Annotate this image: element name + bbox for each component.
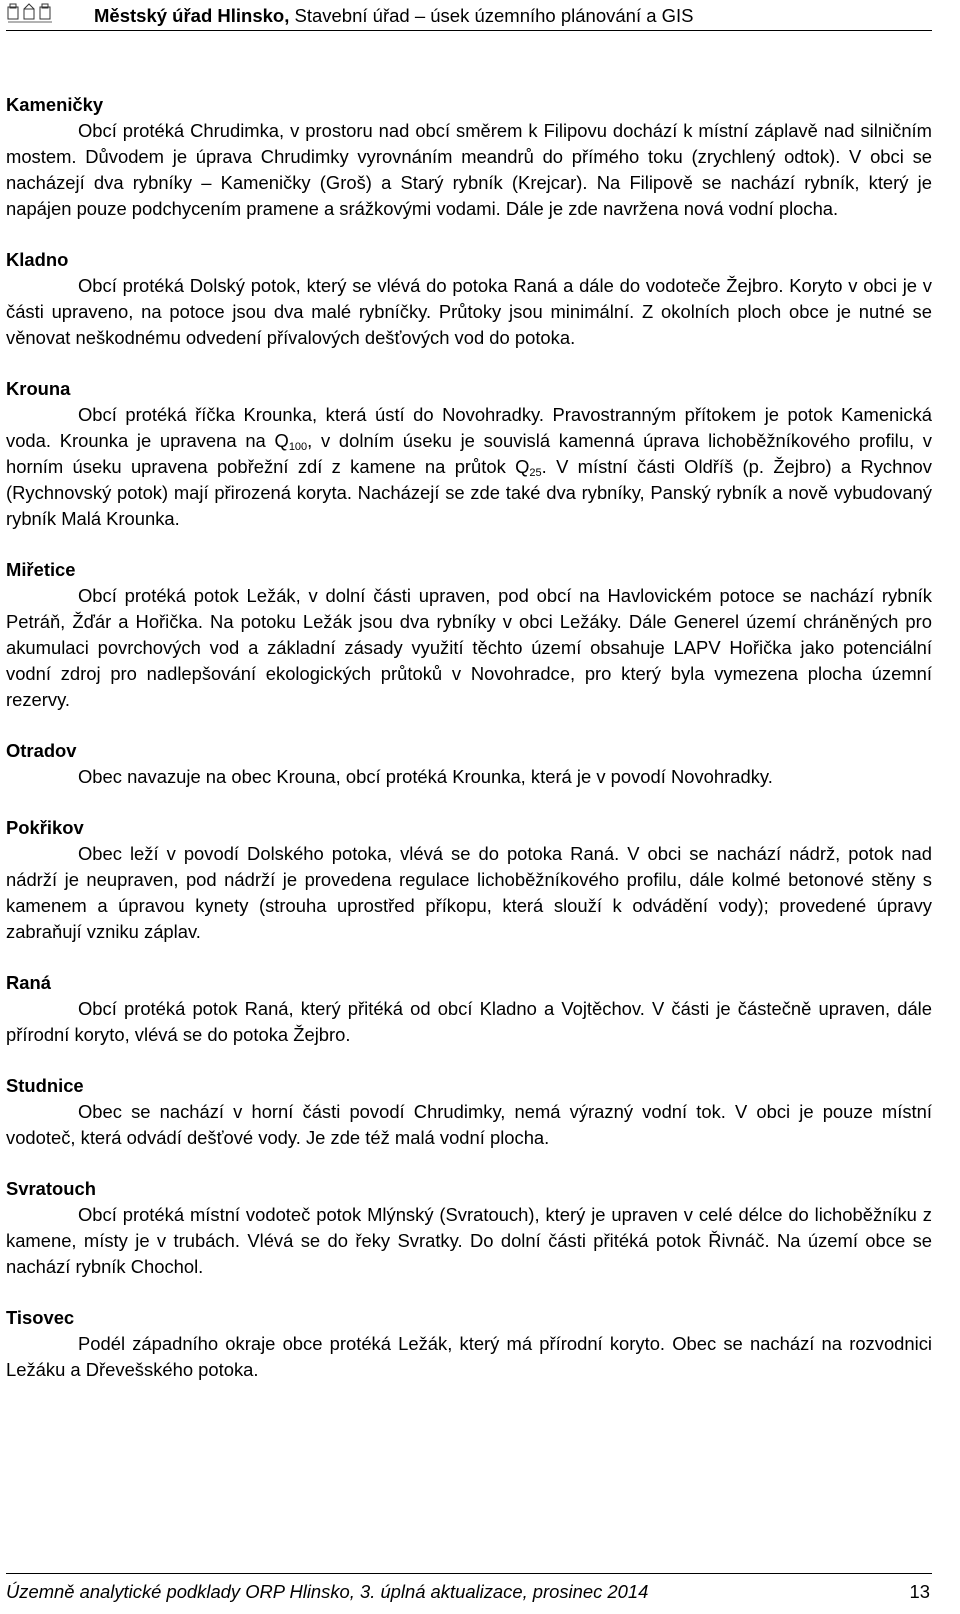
- section-title: Pokřikov: [6, 817, 84, 838]
- section-paragraph: Obcí protéká místní vodoteč potok Mlýnský (Svratouch), který je upraven v celé délce do lichoběžníku z kamene, místy je v trubách. Vlévá se do řeky Svratky. Do dolní části přitéká potok Řivnáč. Na území obce se nachází rybník Chochol.: [6, 1204, 932, 1277]
- page-header: [6, 0, 932, 31]
- section-title: Svratouch: [6, 1178, 96, 1199]
- section-paragraph: Obec navazuje na obec Krouna, obcí protéká Krounka, která je v povodí Novohradky.: [78, 766, 773, 787]
- section-title: Krouna: [6, 378, 71, 399]
- section-miretice: [6, 557, 932, 713]
- section-paragraph: Obcí protéká Dolský potok, který se vlévá do potoka Raná a dále do vodoteče Žejbro. Koryto v obci je v části upraveno, na potoce jsou dva malé rybníčky. Průtoky jsou minimální. Z okolních ploch obce je nutné se věnovat neškodnému odvedení přívalových dešťových vod do potoka.: [6, 275, 932, 348]
- section-studnice: [6, 1073, 932, 1151]
- section-title: Studnice: [6, 1075, 84, 1096]
- section-paragraph: Obec se nachází v horní části povodí Chrudimky, nemá výrazný vodní tok. V obci je pouze místní vodoteč, která odvádí dešťové vody. Je zde též malá vodní plocha.: [6, 1101, 932, 1148]
- section-title: Tisovec: [6, 1307, 75, 1328]
- page-footer: [6, 1573, 932, 1614]
- header-title: [94, 5, 694, 27]
- section-title: Miřetice: [6, 559, 76, 580]
- section-pokrikov: [6, 815, 932, 945]
- paragraph-text: . V místní části Oldříš (p. Žejbro) a Rychnov (Rychnovský potok) mají přirozená koryta. Nacházejí se zde také dva rybníky, Panský rybník a nově vybudovaný rybník Malá Krounka.: [6, 456, 932, 529]
- section-krouna: [6, 376, 932, 532]
- footer-text: Územně analytické podklady ORP Hlinsko, 3. úplná aktualizace, prosinec 2014: [6, 1581, 649, 1602]
- paragraph-text: Obcí protéká říčka Krounka, která ústí do Novohradky. Pravostranným přítokem je potok Kamenická voda. Krounka je upravena na Q: [6, 404, 932, 451]
- section-title: Otradov: [6, 740, 77, 761]
- header-department: Stavební úřad – úsek územního plánování a GIS: [294, 5, 694, 26]
- section-paragraph: Obcí protéká Chrudimka, v prostoru nad obcí směrem k Filipovu dochází k místní záplavě nad silničním mostem. Důvodem je úprava Chrudimky vyrovnáním meandrů do přímého toku (zrychlený odtok). V obci se nacházejí dva rybníky – Kameničky (Groš) a Starý rybník (Krejcar). Na Filipově se nachází rybník, který je napájen pouze podchycením pramene a srážkovými vodami. Dále je zde navržena nová vodní plocha.: [6, 120, 932, 219]
- section-paragraph: Obec leží v povodí Dolského potoka, vlévá se do potoka Raná. V obci se nachází nádrž, potok nad nádrží je neupraven, pod nádrží je provedena regulace lichoběžníkového profilu, dále kolmé betonové stěny s kamenem a úpravou kynety (strouha uprostřed příkopu, která slouží k odvádění vody); provedené úpravy zabraňují vzniku záplav.: [6, 843, 932, 942]
- section-tisovec: [6, 1305, 932, 1383]
- city-logo-icon: [6, 1, 56, 25]
- section-otradov: [6, 738, 932, 790]
- paragraph-text: , v dolním úseku je souvislá kamenná úprava lichoběžníkového profilu, v horním úseku upravena pobřežní zdí z kamene na průtok Q: [6, 430, 933, 477]
- section-title: Kladno: [6, 249, 69, 270]
- section-paragraph: Obcí protéká potok Ležák, v dolní části upraven, pod obcí na Havlovickém potoce se nachází rybník Petráň, Žďár a Hořička. Na potoku Ležák jsou dva rybníky v obci Ležáky. Dále Generel území chráněných pro akumulaci povrchových vod a základní zásady využití těchto území obsahuje LAPV Hořička jako potenciální vodní zdroj pro nadlepšování ekologických průtoků v Novohradce, pro který byla vymezena plocha územní rezervy.: [6, 585, 932, 710]
- section-svratouch: [6, 1176, 932, 1280]
- flow-subscript: 100: [288, 441, 308, 453]
- section-paragraph: [6, 402, 932, 532]
- section-paragraph: Podél západního okraje obce protéká Ležák, který má přírodní koryto. Obec se nachází na rozvodnici Ležáku a Dřevešského potoka.: [6, 1333, 932, 1380]
- section-kamenicky: [6, 92, 932, 222]
- header-organization: Městský úřad Hlinsko,: [94, 5, 290, 26]
- section-kladno: [6, 247, 932, 351]
- section-title: Kameničky: [6, 94, 104, 115]
- document-body: [6, 92, 932, 1408]
- section-rana: [6, 970, 932, 1048]
- section-paragraph: Obcí protéká potok Raná, který přitéká od obcí Kladno a Vojtěchov. V části je částečně upraven, dále přírodní koryto, vlévá se do potoka Žejbro.: [6, 998, 932, 1045]
- page-number: 13: [909, 1581, 930, 1602]
- flow-subscript: 25: [529, 467, 542, 479]
- section-title: Raná: [6, 972, 51, 993]
